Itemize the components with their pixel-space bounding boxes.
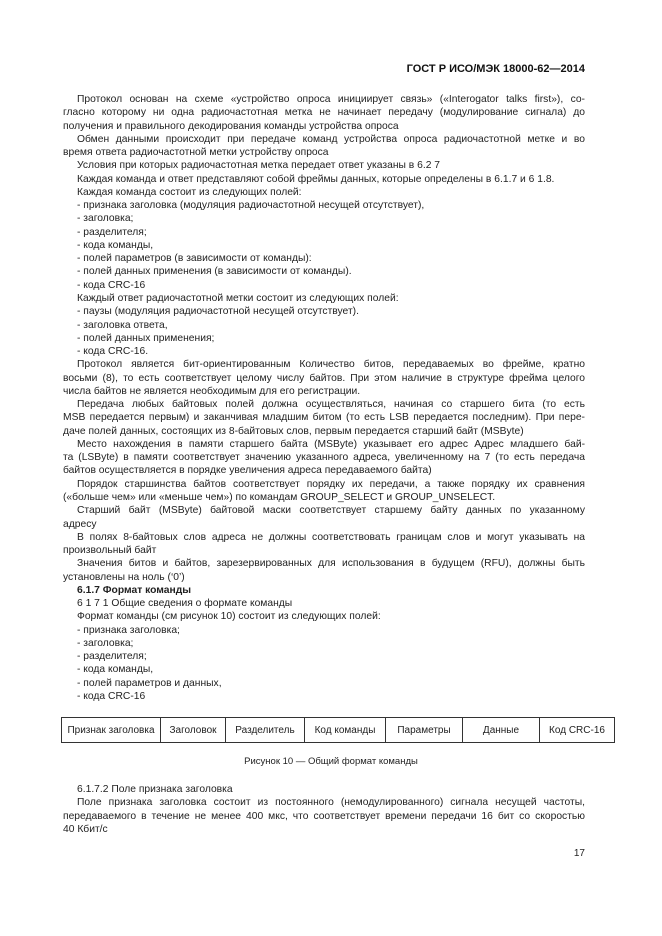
text-line: Значения битов и байтов, зарезервированных для использования в будущем (RFU), должны быть (77, 558, 585, 570)
paragraph (63, 173, 585, 186)
figure-caption: Рисунок 10 — Общий формат команды (244, 756, 418, 767)
paragraph (63, 239, 585, 252)
text-line: - полей параметров (в зависимости от команды): (77, 253, 312, 265)
text-line: Обмен данными происходит при передаче команд устройства опроса радиочастотной метке и во (77, 133, 585, 145)
text-line: - полей данных применения (в зависимости от команды). (77, 266, 352, 278)
document-body-continued (63, 783, 585, 836)
text-line: получения и правильного декодирования команды устройства опроса (63, 120, 399, 132)
text-line: - полей данных применения; (77, 332, 215, 344)
paragraph (63, 624, 585, 637)
paragraph (63, 531, 585, 558)
paragraph (63, 663, 585, 676)
figure-cell: Признак заголовка (62, 718, 161, 743)
text-line: Порядок старшинства байтов соответствует порядку их передачи, а также порядку их сравнения (77, 478, 585, 490)
paragraph (63, 504, 585, 531)
text-line: Каждая команда состоит из следующих полей: (77, 186, 302, 198)
page-number: 17 (573, 848, 585, 859)
paragraph (63, 796, 585, 836)
paragraph (63, 186, 585, 199)
paragraph (63, 478, 585, 505)
paragraph (63, 398, 585, 438)
paragraph (63, 93, 585, 133)
paragraph (63, 159, 585, 172)
paragraph (63, 690, 585, 703)
paragraph (63, 650, 585, 663)
text-line: («больше чем» или «меньше чем») по командам GROUP_SELECT и GROUP_UNSELECT. (63, 491, 496, 503)
text-line: 6 1 7 1 Общие сведения о формате команды (77, 598, 293, 610)
text-line: числа байтов не является необходимым для его регистрации. (63, 385, 361, 397)
text-line: Условия при которых радиочастотная метка передает ответ указаны в 6.2 7 (77, 160, 441, 172)
text-line: восьми (8), то есть соответствует целому числу байтов. При этом наличие в структуре фрейма целого (63, 372, 585, 384)
text-line: - заголовка ответа, (77, 319, 168, 331)
document-header: ГОСТ Р ИСО/МЭК 18000-62—2014 (406, 63, 585, 75)
paragraph (63, 279, 585, 292)
text-line: MSB передается первым) и заканчивая младшим битом (то есть LSB передается последним). При пере- (63, 412, 585, 424)
text-line: та (LSByte) в памяти соответствует значению указанного адреса, увеличенному на 7 (то есть передача (63, 452, 585, 464)
paragraph (63, 677, 585, 690)
text-line: гласно которому ни одна радиочастотная метка не начинает передачу (модулирование сигнала) до (63, 107, 585, 119)
text-line: - кода CRC-16 (77, 279, 146, 291)
text-line: время ответа радиочастотной метки устройству опроса (63, 147, 329, 159)
paragraph (63, 252, 585, 265)
paragraph (63, 557, 585, 584)
text-line: В полях 8-байтовых слов адреса не должны соответствовать границам слов и могут указывать на (77, 531, 585, 543)
text-line: - признака заголовка; (77, 624, 180, 636)
paragraph (63, 637, 585, 650)
paragraph (63, 319, 585, 332)
paragraph (63, 133, 585, 160)
text-line: Старший байт (MSByte) байтовой маски соответствует старшему байту данных по указанному (77, 505, 585, 517)
document-body (63, 93, 585, 703)
paragraph (63, 358, 585, 398)
paragraph (63, 265, 585, 278)
text-line: 6.1.7 Формат команды (77, 584, 192, 596)
text-line: - разделителя; (77, 226, 147, 238)
paragraph (63, 438, 585, 478)
paragraph (63, 212, 585, 225)
text-line: 6.1.7.2 Поле признака заголовка (77, 784, 233, 795)
text-line: адресу (63, 518, 97, 530)
text-line: - заголовка; (77, 637, 134, 649)
command-format-figure (61, 717, 615, 743)
paragraph (63, 597, 585, 610)
paragraph (63, 226, 585, 239)
text-line: - паузы (модуляция радиочастотной несущей отсутствует). (77, 306, 359, 318)
text-line: байтов осуществляется в порядке увеличения адреса передаваемого байта) (63, 465, 432, 477)
paragraph (63, 610, 585, 623)
text-line: произвольный байт (63, 545, 157, 557)
text-line: - кода CRC-16 (77, 690, 146, 702)
text-line: - кода команды, (77, 239, 154, 251)
text-line: Протокол основан на схеме «устройство опроса инициирует связь» («Interogator talks first»), со- (77, 94, 585, 105)
text-line: Протокол является бит-ориентированным Количество битов, передаваемых во фрейме, кратно (77, 359, 585, 371)
figure-cell: Данные (463, 718, 540, 743)
text-line: - полей параметров и данных, (77, 677, 222, 689)
text-line: - заголовка; (77, 213, 134, 225)
paragraph (63, 292, 585, 305)
text-line: Каждая команда и ответ представляют собой фреймы данных, которые определены в 6.1.7 и 6 1.8. (77, 173, 555, 185)
paragraph (63, 332, 585, 345)
figure-cell: Код CRC-16 (540, 718, 615, 743)
text-line: Место нахождения в памяти старшего байта (MSByte) указывает его адрес Адрес младшего бай- (77, 438, 585, 450)
paragraph (63, 783, 585, 796)
paragraph (63, 199, 585, 212)
figure-cell: Код команды (305, 718, 386, 743)
figure-row (62, 718, 615, 743)
text-line: Формат команды (см рисунок 10) состоит из следующих полей: (77, 611, 381, 623)
text-line: Передача любых байтовых полей должна осуществляться, начиная со старшего бита (то есть (77, 399, 585, 411)
figure-cell: Разделитель (226, 718, 305, 743)
text-line: - признака заголовка (модуляция радиочастотной несущей отсутствует), (77, 200, 425, 212)
figure-cell: Параметры (386, 718, 463, 743)
text-line: Поле признака заголовка состоит из постоянного (немодулированного) сигнала несущей частоты, (77, 797, 585, 809)
figure-cell: Заголовок (161, 718, 226, 743)
text-line: Каждый ответ радиочастотной метки состоит из следующих полей: (77, 292, 399, 304)
paragraph (63, 305, 585, 318)
paragraph (63, 584, 585, 597)
paragraph (63, 345, 585, 358)
text-line: - кода CRC-16. (77, 346, 149, 358)
text-line: - разделителя; (77, 651, 147, 663)
text-line: - кода команды, (77, 664, 154, 676)
text-line: передаваемого в течение не менее 400 мкс, что соответствует времени передачи 16 бит со скоростью (63, 810, 585, 822)
text-line: даче полей данных, состоящих из 8-байтовых слов, первым передается старший байт (MSByte) (63, 425, 524, 437)
text-line: установлены на ноль (‘0’) (63, 571, 185, 583)
text-line: 40 Кбит/с (63, 823, 108, 835)
